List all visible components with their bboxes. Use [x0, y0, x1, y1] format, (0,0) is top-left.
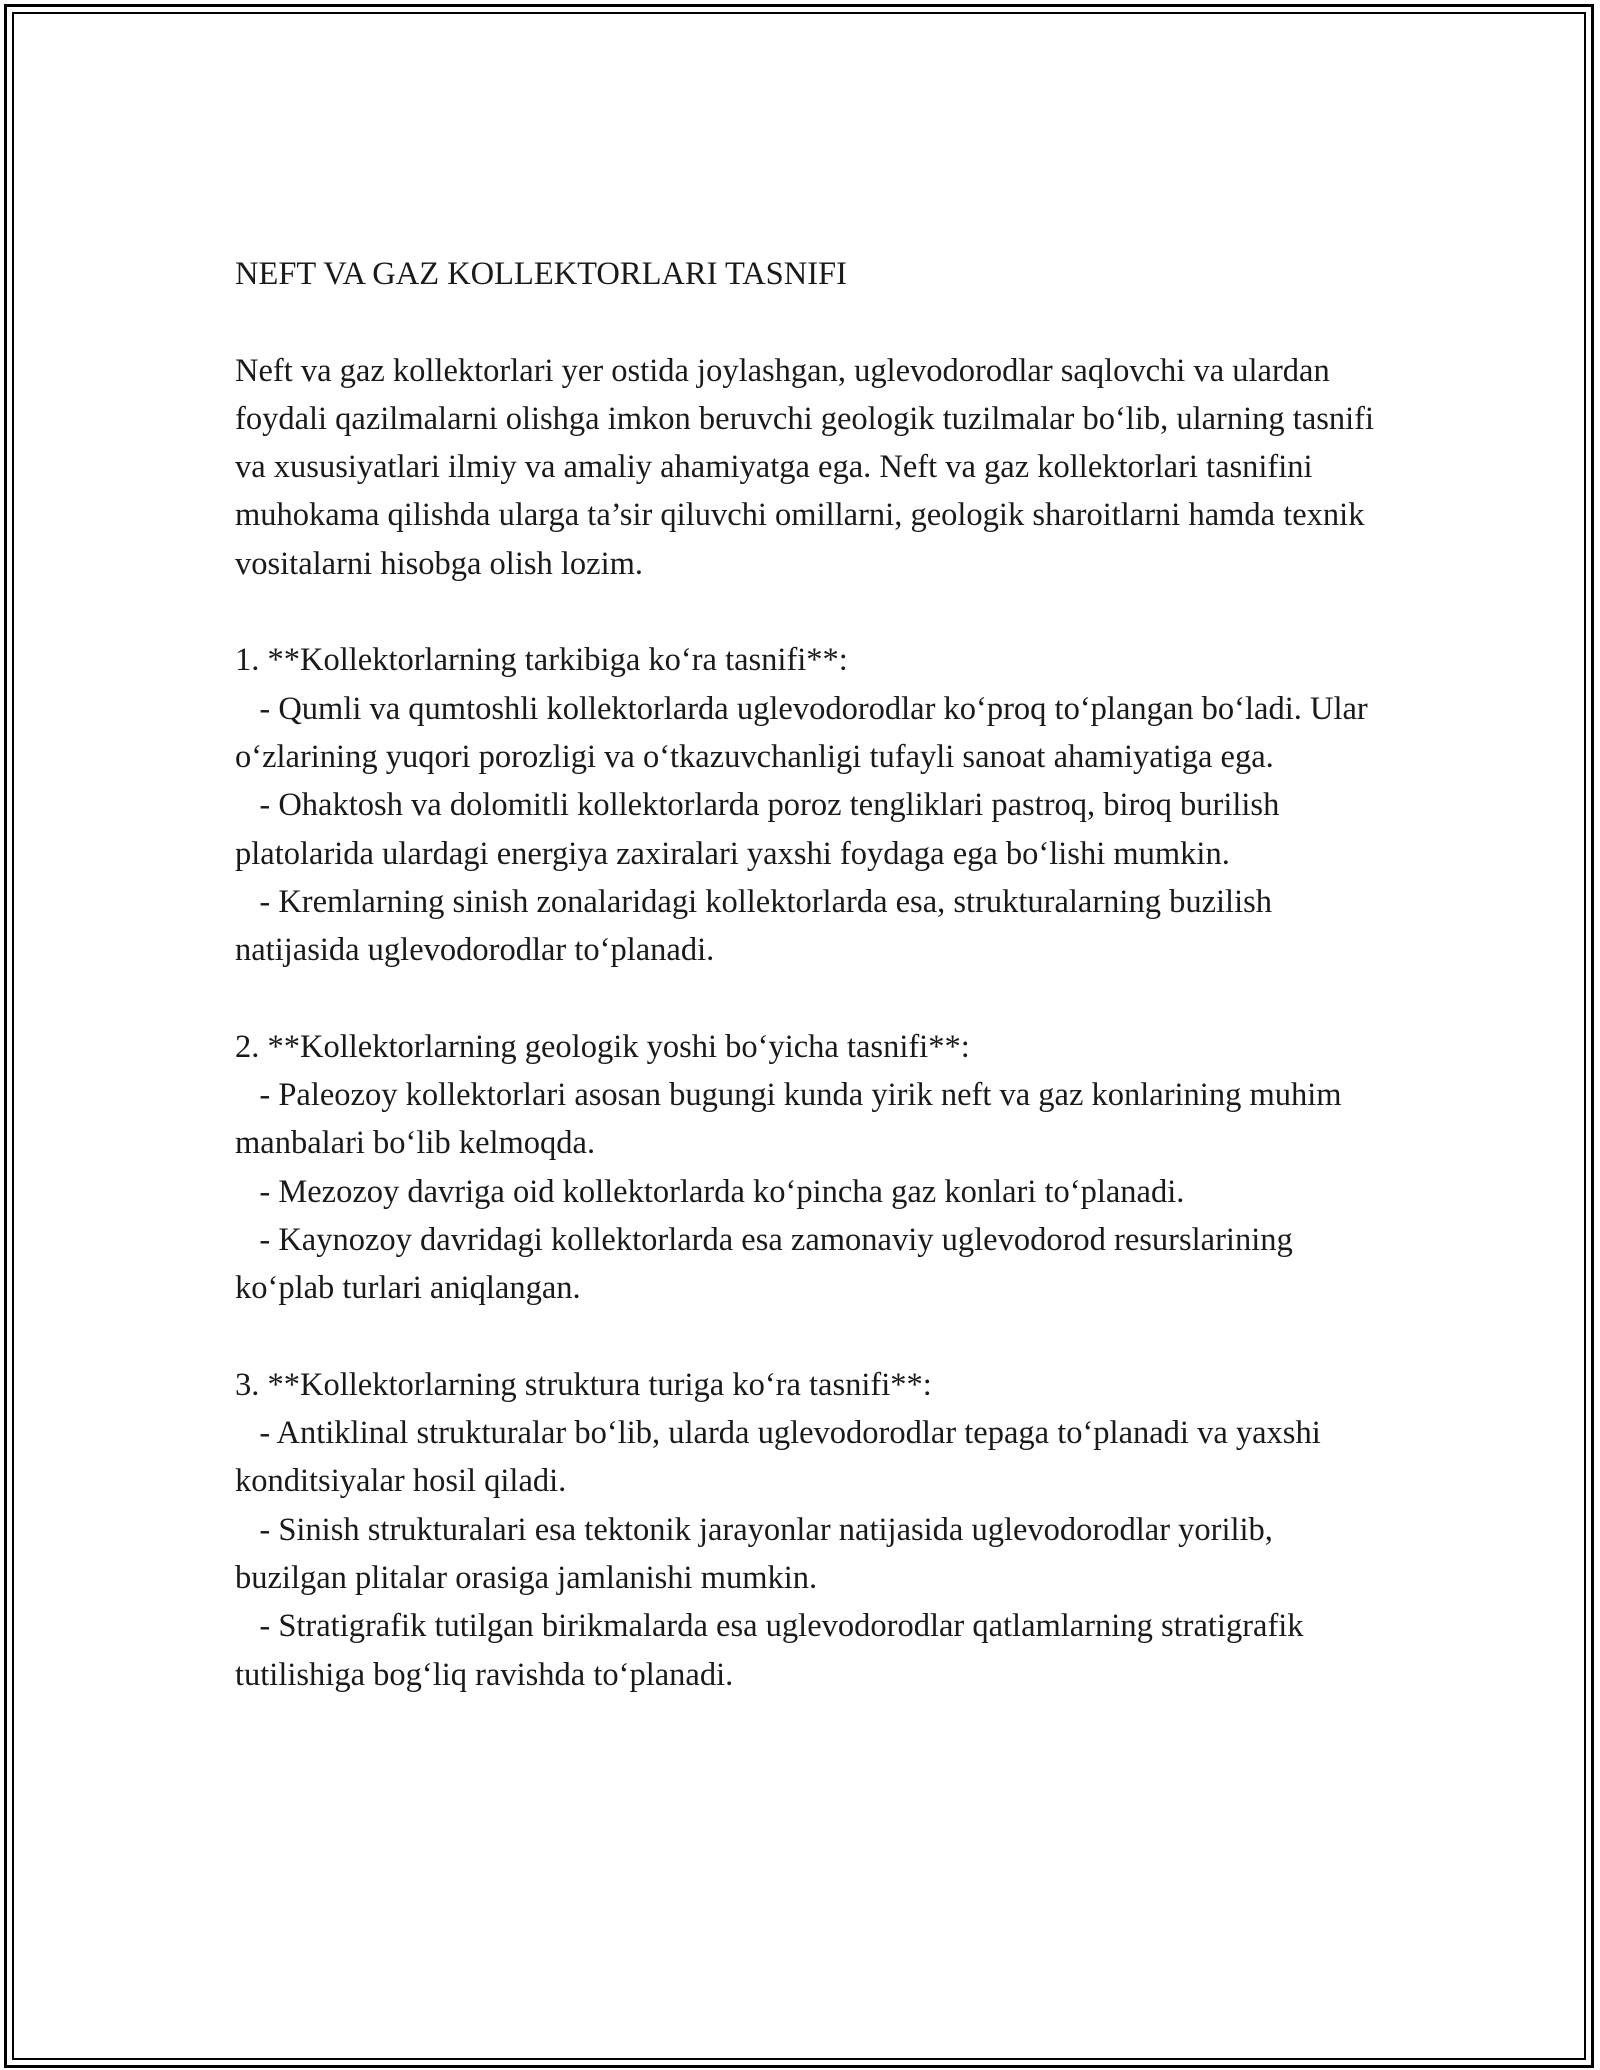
section-geologic-age	[235, 1023, 1385, 1313]
blank-line	[235, 588, 1385, 636]
list-item: - Mezozoy davriga oid kollektorlarda ko‘pincha gaz konlari to‘planadi.	[235, 1173, 1185, 1210]
list-item: - Kaynozoy davridagi kollektorlarda esa zamonaviy uglevodorod resurslarining ko‘plab turlari aniqlangan.	[235, 1221, 1301, 1307]
list-item: - Stratigrafik tutilgan birikmalarda esa uglevodorodlar qatlamlarning stratigrafik tutilishiga bog‘liq ravishda to‘planadi.	[235, 1608, 1312, 1693]
section-heading: 3. **Kollektorlarning struktura turiga ko‘ra tasnifi**:	[235, 1366, 932, 1403]
list-item: - Ohaktosh va dolomitli kollektorlarda poroz tengliklari pastroq, biroq burilish platolarida ulardagi energiya zaxiralari yaxshi foydaga ega bo‘lishi mumkin.	[235, 787, 1288, 872]
blank-line	[235, 298, 1385, 346]
intro-paragraph: Neft va gaz kollektorlari yer ostida joylashgan, uglevodorodlar saqlovchi va ulardan foydali qazilmalarni olishga imkon beruvchi geologik tuzilmalar bo‘lib, ularning tasnifi va xususiyatlari ilmiy va amaliy ahamiyatga ega. Neft va gaz kollektorlari tasnifini muhokama qilishda ularga ta’sir qiluvchi omillarni, geologik sharoitlarni hamda texnik vositalarni hisobga olish lozim.	[235, 352, 1383, 582]
list-item: - Antiklinal strukturalar bo‘lib, ularda uglevodorodlar tepaga to‘planadi va yaxshi konditsiyalar hosil qiladi.	[235, 1415, 1329, 1500]
document-body	[235, 250, 1385, 1699]
section-composition	[235, 636, 1385, 974]
document-title: NEFT VA GAZ KOLLEKTORLARI TASNIFI	[235, 256, 847, 292]
blank-line	[235, 974, 1385, 1022]
list-item: - Sinish strukturalari esa tektonik jarayonlar natijasida uglevodorodlar yorilib, buzilgan plitalar orasiga jamlanishi mumkin.	[235, 1511, 1282, 1597]
list-item: - Paleozoy kollektorlari asosan bugungi kunda yirik neft va gaz konlarining muhim manbalari bo‘lib kelmoqda.	[235, 1077, 1350, 1162]
blank-line	[235, 1313, 1385, 1361]
list-item: - Kremlarning sinish zonalaridagi kollektorlarda esa, strukturalarning buzilish natijasida uglevodorodlar to‘planadi.	[235, 883, 1281, 969]
section-structure-type	[235, 1361, 1385, 1699]
section-heading: 1. **Kollektorlarning tarkibiga ko‘ra tasnifi**:	[235, 642, 848, 679]
section-heading: 2. **Kollektorlarning geologik yoshi bo‘yicha tasnifi**:	[235, 1028, 970, 1065]
list-item: - Qumli va qumtoshli kollektorlarda uglevodorodlar ko‘proq to‘plangan bo‘ladi. Ular o‘zlarining yuqori porozligi va o‘tkazuvchanligi tufayli sanoat ahamiyatiga ega.	[235, 690, 1376, 775]
